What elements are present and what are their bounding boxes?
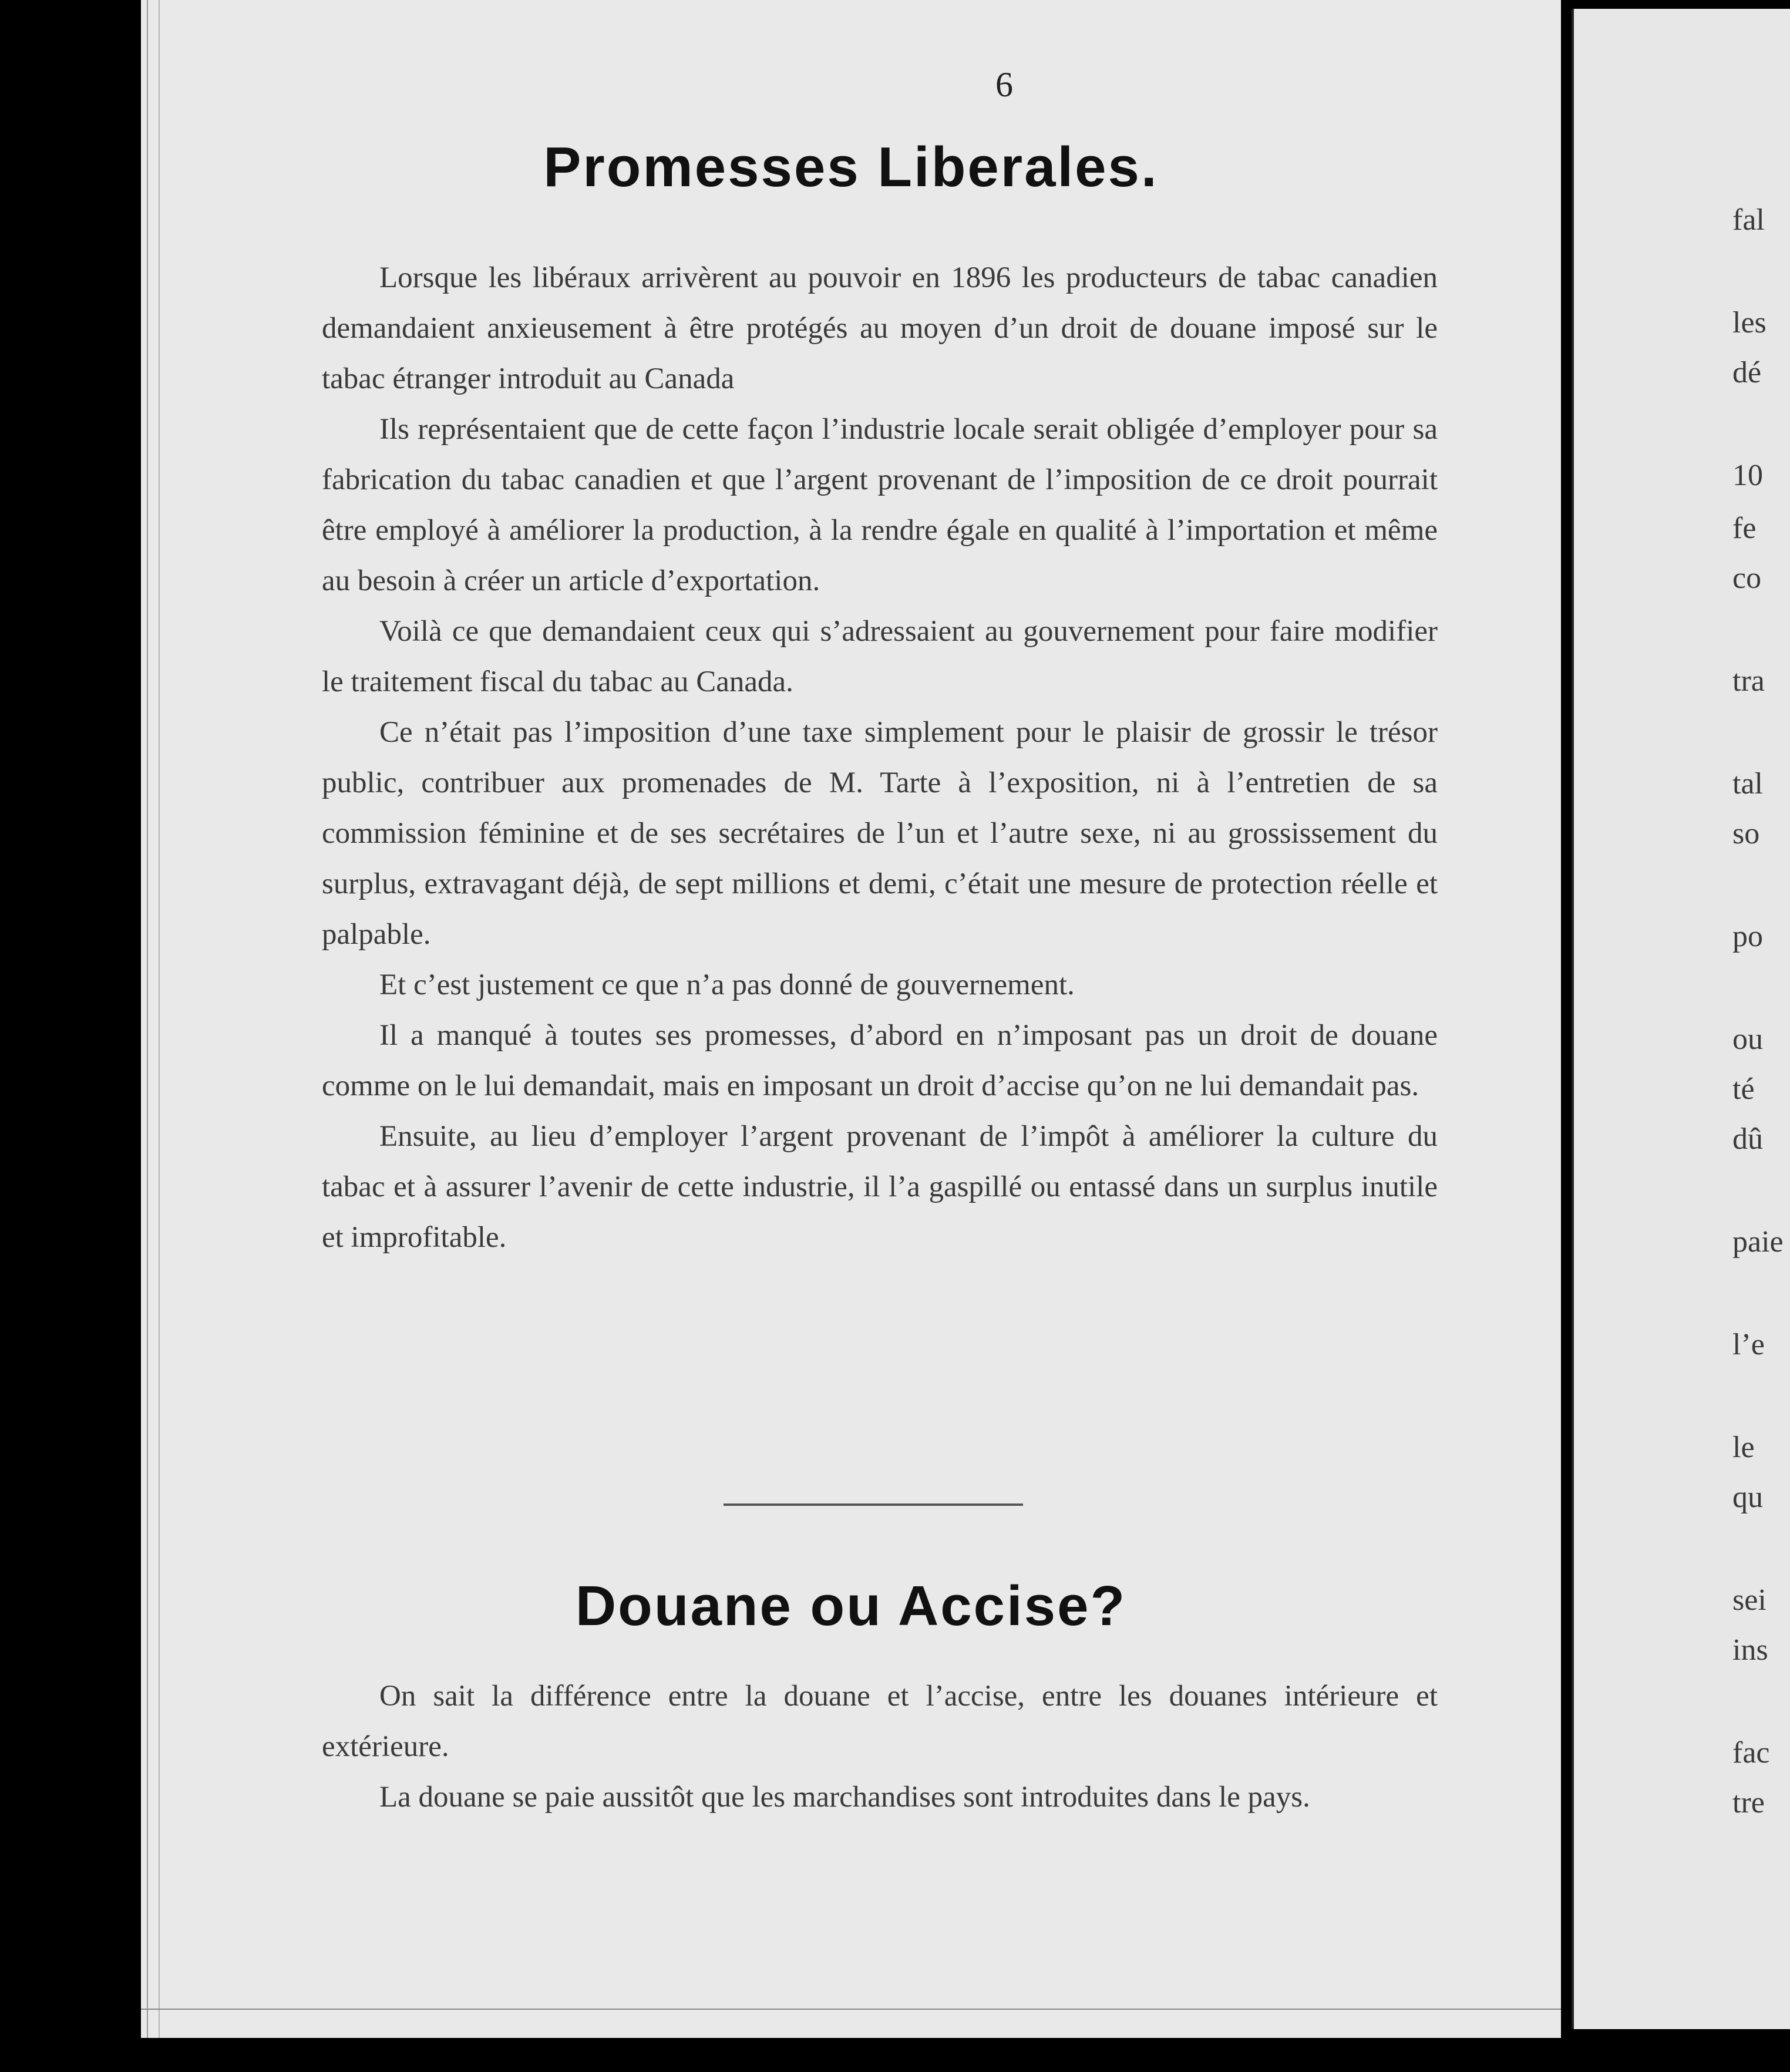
section-body-promesses [322,253,1438,1263]
paragraph: Ensuite, au lieu d’employer l’argent provenant de l’impôt à améliorer la culture du tabac et à assurer l’avenir de cette industrie, il l’a gaspillé ou entassé dans un surplus inutile et improfitable. [322,1120,1438,1254]
facing-page-fragment: le [1732,1431,1755,1464]
page-edge [147,0,160,2038]
facing-page-fragment: ins [1732,1633,1768,1667]
facing-page-fragment: tre [1732,1786,1765,1819]
facing-page-fragment: tal [1732,767,1763,800]
facing-page-fragment: les [1732,306,1767,339]
facing-page-fragment: co [1732,561,1762,595]
paragraph: Ils représentaient que de cette façon l’industrie locale serait obligée d’employer pour sa fabrication du tabac canadien et que l’argent provenant de l’imposition de ce droit pourrait être employé à améliorer la production, à la rendre égale en qualité à l’importation et même au besoin à créer un article d’exportation. [322,413,1438,597]
section-title-promesses: Promesses Liberales. [543,136,1159,199]
left-page [141,0,1561,2038]
book-gutter [1561,0,1572,2072]
paragraph: On sait la différence entre la douane et l’accise, entre les douanes intérieure et extérieure. [322,1680,1438,1763]
facing-page-fragment: dû [1732,1122,1763,1156]
page-number: 6 [995,65,1013,104]
paragraph: Il a manqué à toutes ses promesses, d’abord en n’imposant pas un droit de douane comme on le lui demandait, mais en imposant un droit d’accise qu’on ne lui demandait pas. [322,1019,1438,1102]
section-separator [724,1503,1023,1506]
section-body-douane [322,1671,1438,1822]
section-title-douane: Douane ou Accise? [575,1575,1127,1637]
facing-page-fragment: ou [1732,1022,1763,1056]
facing-page-fragment: sei [1732,1583,1767,1617]
facing-page-fragment: paie [1732,1225,1784,1259]
facing-page-fragment: so [1732,817,1760,850]
facing-page-fragment: fe [1732,512,1757,545]
facing-page-fragment: 10 [1732,459,1763,492]
paragraph: Ce n’était pas l’imposition d’une taxe simplement pour le plaisir de grossir le trésor public, contribuer aux promenades de M. Tarte à l’exposition, ni à l’entretien de sa commission féminine et de ses secrétaires de l’un et l’autre sexe, ni au grossissement du surplus, extravagant déjà, de sept millions et demi, c’était une mesure de protection réelle et palpable. [322,716,1438,951]
paragraph: Et c’est justement ce que n’a pas donné de gouvernement. [379,968,1075,1001]
facing-page-fragment: fac [1732,1736,1770,1770]
facing-page-fragment: po [1732,920,1763,953]
facing-page-fragment: fal [1732,203,1765,237]
paragraph: La douane se paie aussitôt que les marchandises sont introduites dans le pays. [379,1781,1310,1814]
facing-page-fragment: dé [1732,356,1762,389]
paragraph: Lorsque les libéraux arrivèrent au pouvoir en 1896 les producteurs de tabac canadien demandaient anxieusement à être protégés au moyen d’un droit de douane imposé sur le tabac étranger introduit au Canada [322,261,1438,395]
facing-page-fragment: té [1732,1072,1755,1106]
facing-page-fragment: l’e [1732,1328,1765,1361]
facing-page-fragment: qu [1732,1481,1763,1514]
paragraph: Voilà ce que demandaient ceux qui s’adressaient au gouvernement pour faire modifier le traitement fiscal du tabac au Canada. [322,615,1438,698]
page-bottom-edge [141,2009,1561,2010]
facing-page-fragment: tra [1732,664,1765,698]
